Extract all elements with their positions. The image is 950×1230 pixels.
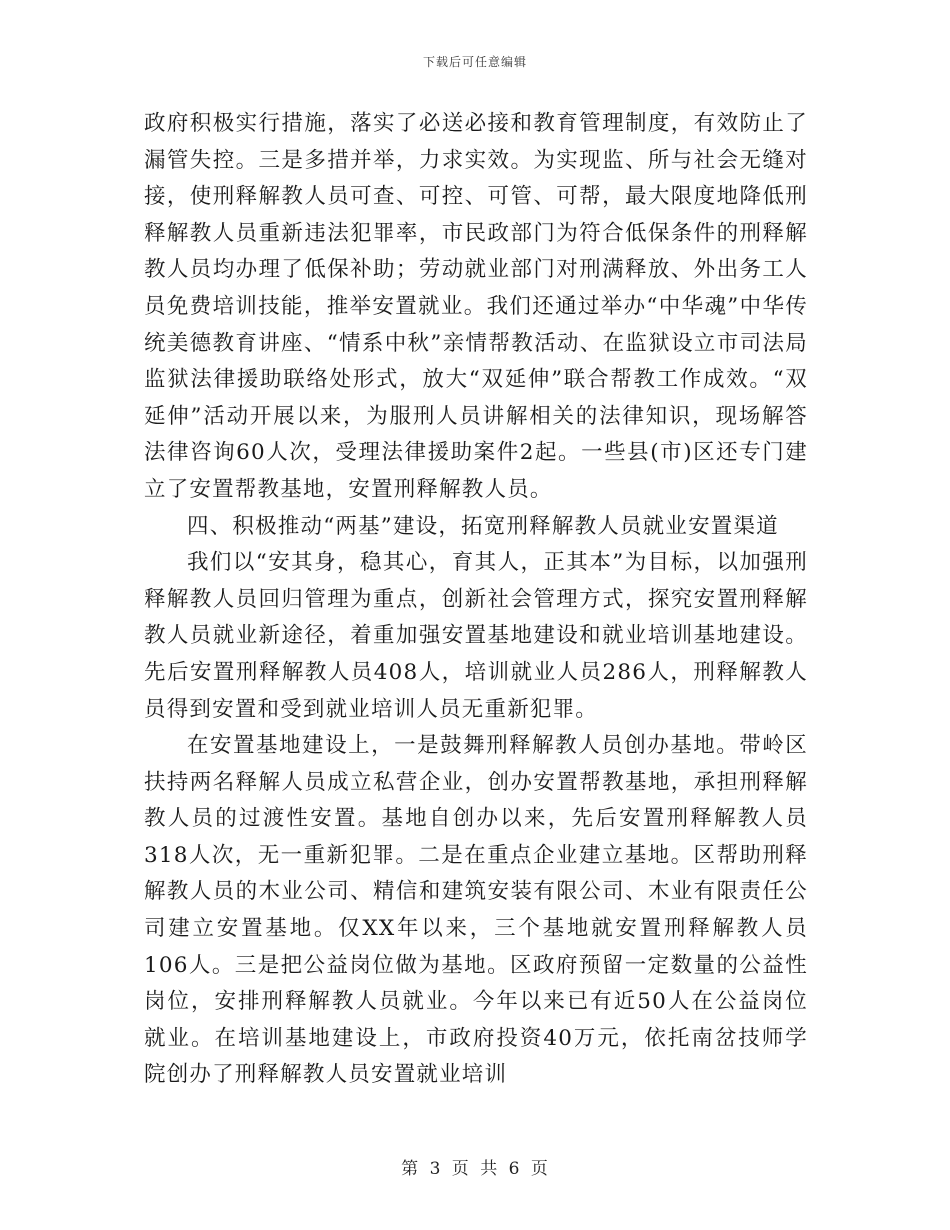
paragraph-continuation: 政府积极实行措施，落实了必送必接和教育管理制度，有效防止了漏管失控。三是多措并举，力求实效。为实现监、所与社会无缝对接，使刑释解教人员可查、可控、可管、可帮，最大限度地降低刑释解教人员重新违法犯罪率，市民政部门为符合低保条件的刑释解教人员均办理了低保补助；劳动就业部门对刑满释放、外出务工人员免费培训技能，推举安置就业。我们还通过举办“中华魂”中华传统美德教育讲座、“情系中秋”亲情帮教活动、在监狱设立市司法局监狱法律援助联络处形式，放大“双延伸”联合帮教工作成效。“双延伸”活动开展以来，为服刑人员讲解相关的法律知识，现场解答法律咨询60人次，受理法律援助案件2起。一些县(市)区还专门建立了安置帮教基地，安置刑释解教人员。	[144, 111, 808, 502]
section-heading: 四、积极推动“两基”建设，拓宽刑释解教人员就业安置渠道	[187, 513, 779, 539]
paragraph: 在安置基地建设上，一是鼓舞刑释解教人员创办基地。带岭区扶持两名释解人员成立私营企业，创办安置帮教基地，承担刑释解教人员的过渡性安置。基地自创办以来，先后安置刑释解教人员318人次，无一重新犯罪。二是在重点企业建立基地。区帮助刑释解教人员的木业公司、精信和建筑安装有限公司、木业有限责任公司建立安置基地。仅XX年以来，三个基地就安置刑释解教人员106人。三是把公益岗位做为基地。区政府预留一定数量的公益性岗位，安排刑释解教人员就业。今年以来已有近50人在公益岗位就业。在培训基地建设上，市政府投资40万元，依托南岔技师学院创办了刑释解教人员安置就业培训	[144, 733, 808, 1088]
paragraph: 我们以“安其身，稳其心，育其人，正其本”为目标，以加强刑释解教人员回归管理为重点，创新社会管理方式，探究安置刑释解教人员就业新途径，着重加强安置基地建设和就业培训基地建设。先后安置刑释解教人员408人，培训就业人员286人，刑释解教人员得到安置和受到就业培训人员无重新犯罪。	[144, 550, 808, 722]
document-body	[144, 106, 808, 1094]
page-footer: 第 3 页 共 6 页	[401, 1159, 549, 1179]
page-header: 下载后可任意编辑	[422, 55, 527, 69]
